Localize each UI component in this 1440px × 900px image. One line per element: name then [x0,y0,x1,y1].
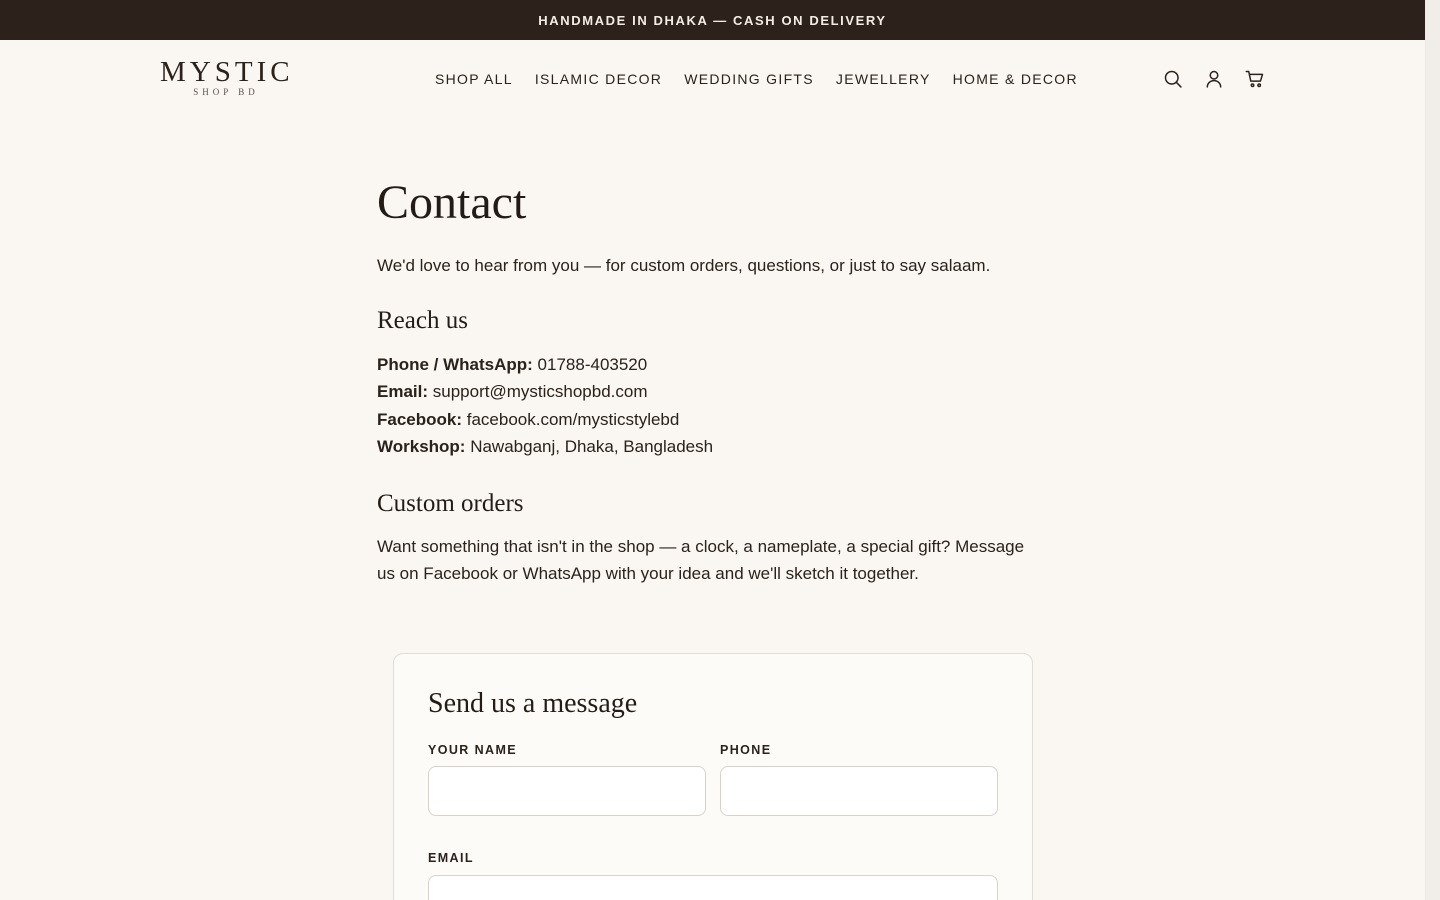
announcement-bar [0,0,1425,40]
contact-phone-label: Phone / WhatsApp: [377,355,533,374]
main-content [377,172,1037,587]
page-title: Contact [377,176,527,229]
contact-list [377,351,1037,460]
logo-sub-text: SHOP BD [193,87,259,97]
contact-email-value: support@mysticshopbd.com [428,382,648,402]
site-logo[interactable] [160,56,294,98]
nav-item-islamic-decor[interactable]: ISLAMIC DECOR [534,71,663,87]
contact-email-label: Email: [377,382,429,402]
contact-facebook-value: facebook.com/mysticstylebd [462,409,680,429]
cart-icon[interactable] [1245,69,1265,89]
phone-input[interactable] [720,766,998,816]
nav-item-home-decor[interactable]: HOME & DECOR [952,71,1078,87]
site-header [0,40,1425,120]
email-field-label: EMAIL [428,851,474,865]
email-input[interactable] [428,875,998,900]
nav-item-jewellery[interactable]: JEWELLERY [835,71,931,87]
contact-facebook-label: Facebook: [377,409,463,429]
custom-orders-heading: Custom orders [377,490,524,518]
contact-phone [377,351,1037,378]
form-title: Send us a message [428,688,638,719]
main-nav [435,70,1078,88]
name-input[interactable] [428,766,706,816]
contact-workshop-label: Workshop: [377,436,466,456]
custom-orders-text: Want something that isn't in the shop — a clock, a nameplate, a special gift? Message us on Facebook or WhatsApp with your idea and we'll sketch it together. [377,537,1025,584]
reach-us-heading: Reach us [377,307,468,334]
announcement-text: HANDMADE IN DHAKA — CASH ON DELIVERY [538,12,887,28]
contact-workshop [377,433,1037,460]
contact-workshop-value: Nawabganj, Dhaka, Bangladesh [465,436,714,456]
contact-phone-value: 01788-403520 [532,355,648,374]
phone-field-label: PHONE [720,743,772,757]
name-field-label: YOUR NAME [428,743,517,757]
nav-item-wedding-gifts[interactable]: WEDDING GIFTS [684,71,814,87]
search-icon[interactable] [1163,69,1183,89]
scrollbar[interactable] [1425,0,1440,900]
contact-email [377,378,1037,405]
account-icon[interactable] [1204,69,1224,89]
intro-text: We'd love to hear from you — for custom orders, questions, or just to say salaam. [377,256,991,275]
header-icons [1163,69,1265,89]
logo-main-text: MYSTIC [160,56,294,88]
contact-facebook [377,406,1037,433]
message-form-card [393,653,1033,900]
nav-item-shop-all[interactable]: SHOP ALL [435,71,513,87]
